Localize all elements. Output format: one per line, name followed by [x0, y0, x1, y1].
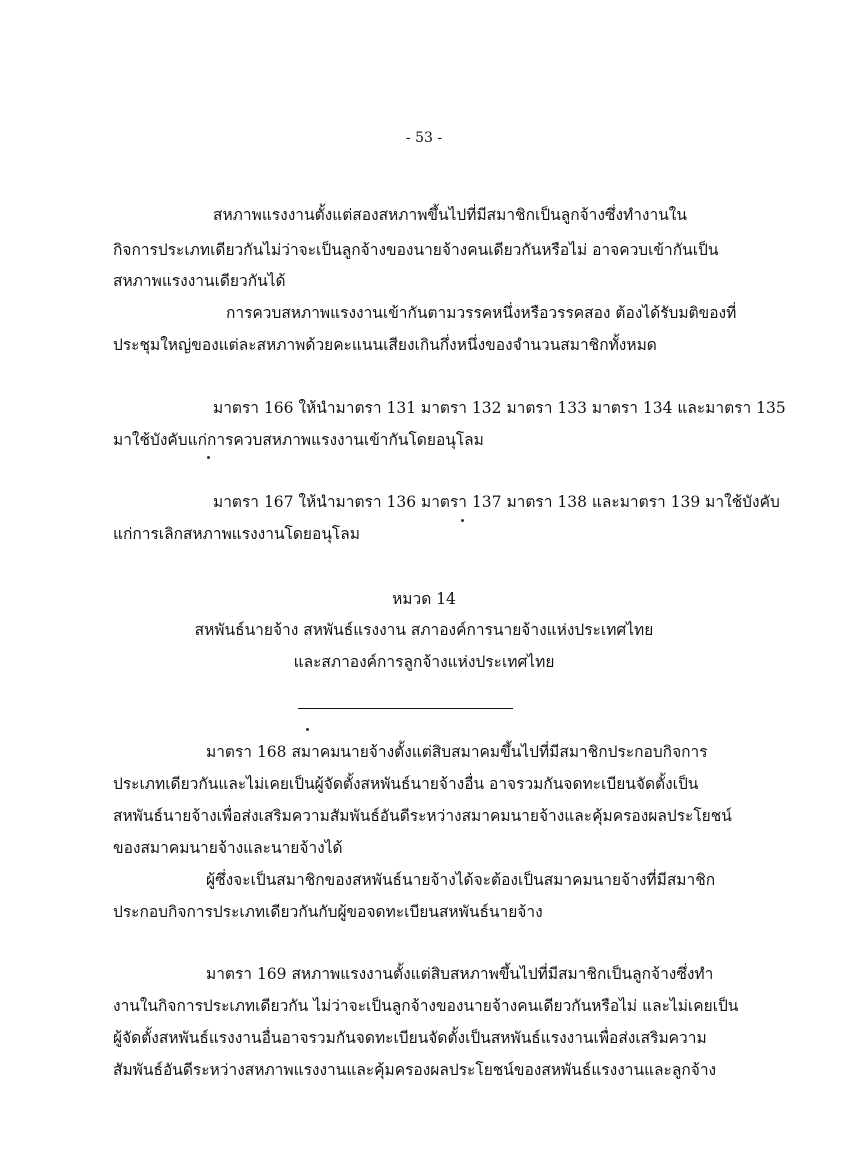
section-169-line: มาตรา 169 สหภาพแรงงานตั้งแต่สิบสหภาพขึ้นไปที่มีสมาชิกเป็นลูกจ้างซึ่งทำ	[206, 965, 714, 983]
section-169-line: งานในกิจการประเภทเดียวกัน ไม่ว่าจะเป็นลูกจ้างของนายจ้างคนเดียวกันหรือไม่ และไม่เคยเป็น	[113, 997, 739, 1015]
page-number: - 53 -	[405, 130, 443, 146]
section-168-line: มาตรา 168 สมาคมนายจ้างตั้งแต่สิบสมาคมขึ้นไปที่มีสมาชิกประกอบกิจการ	[206, 743, 708, 761]
paragraph-line: ประชุมใหญ่ของแต่ละสหภาพด้วยคะแนนเสียงเกินกึ่งหนึ่งของจำนวนสมาชิกทั้งหมด	[113, 336, 657, 354]
paragraph-line: การควบสหภาพแรงงานเข้ากันตามวรรคหนึ่งหรือวรรคสอง ต้องได้รับมติของที่	[226, 304, 737, 322]
chapter-title: สหพันธ์นายจ้าง สหพันธ์แรงงาน สภาองค์การนายจ้างแห่งประเทศไทย	[194, 621, 654, 639]
section-168-line: ผู้ซึ่งจะเป็นสมาชิกของสหพันธ์นายจ้างได้จะต้องเป็นสมาคมนายจ้างที่มีสมาชิก	[206, 871, 716, 889]
section-166-line: มาใช้บังคับแก่การควบสหภาพแรงงานเข้ากันโดยอนุโลม	[113, 431, 484, 449]
section-169-line: สัมพันธ์อันดีระหว่างสหภาพแรงงานและคุ้มครองผลประโยชน์ของสหพันธ์แรงงานและลูกจ้าง	[113, 1061, 717, 1079]
section-169-line: ผู้จัดตั้งสหพันธ์แรงงานอื่นอาจรวมกันจดทะเบียนจัดตั้งเป็นสหพันธ์แรงงานเพื่อส่งเสริมความ	[113, 1029, 707, 1047]
paragraph-line: กิจการประเภทเดียวกันไม่ว่าจะเป็นลูกจ้างของนายจ้างคนเดียวกันหรือไม่ อาจควบเข้ากันเป็น	[113, 241, 719, 259]
section-168-line: ประเภทเดียวกันและไม่เคยเป็นผู้จัดตั้งสหพันธ์นายจ้างอื่น อาจรวมกันจดทะเบียนจัดตั้งเป็น	[113, 775, 699, 793]
chapter-number: หมวด 14	[392, 590, 456, 608]
paragraph-line: สหภาพแรงงานเดียวกันได้	[113, 272, 286, 290]
scan-speck	[207, 456, 210, 459]
scan-speck	[306, 728, 309, 731]
divider-rule	[298, 708, 513, 709]
section-168-line: ของสมาคมนายจ้างและนายจ้างได้	[113, 839, 343, 857]
section-168-line: สหพันธ์นายจ้างเพื่อส่งเสริมความสัมพันธ์อันดีระหว่างสมาคมนายจ้างและคุ้มครองผลประโยชน์	[113, 807, 732, 825]
section-166-line: มาตรา 166 ให้นำมาตรา 131 มาตรา 132 มาตรา 133 มาตรา 134 และมาตรา 135	[213, 399, 786, 417]
section-167-line: แก่การเลิกสหภาพแรงงานโดยอนุโลม	[113, 525, 360, 543]
section-167-line: มาตรา 167 ให้นำมาตรา 136 มาตรา 137 มาตรา 138 และมาตรา 139 มาใช้บังคับ	[213, 493, 780, 511]
chapter-title: และสภาองค์การลูกจ้างแห่งประเทศไทย	[293, 653, 555, 671]
scan-speck	[461, 519, 464, 522]
paragraph-line: สหภาพแรงงานตั้งแต่สองสหภาพขึ้นไปที่มีสมาชิกเป็นลูกจ้างซึ่งทำงานใน	[213, 206, 687, 224]
section-168-line: ประกอบกิจการประเภทเดียวกันกับผู้ขอจดทะเบียนสหพันธ์นายจ้าง	[113, 903, 543, 921]
